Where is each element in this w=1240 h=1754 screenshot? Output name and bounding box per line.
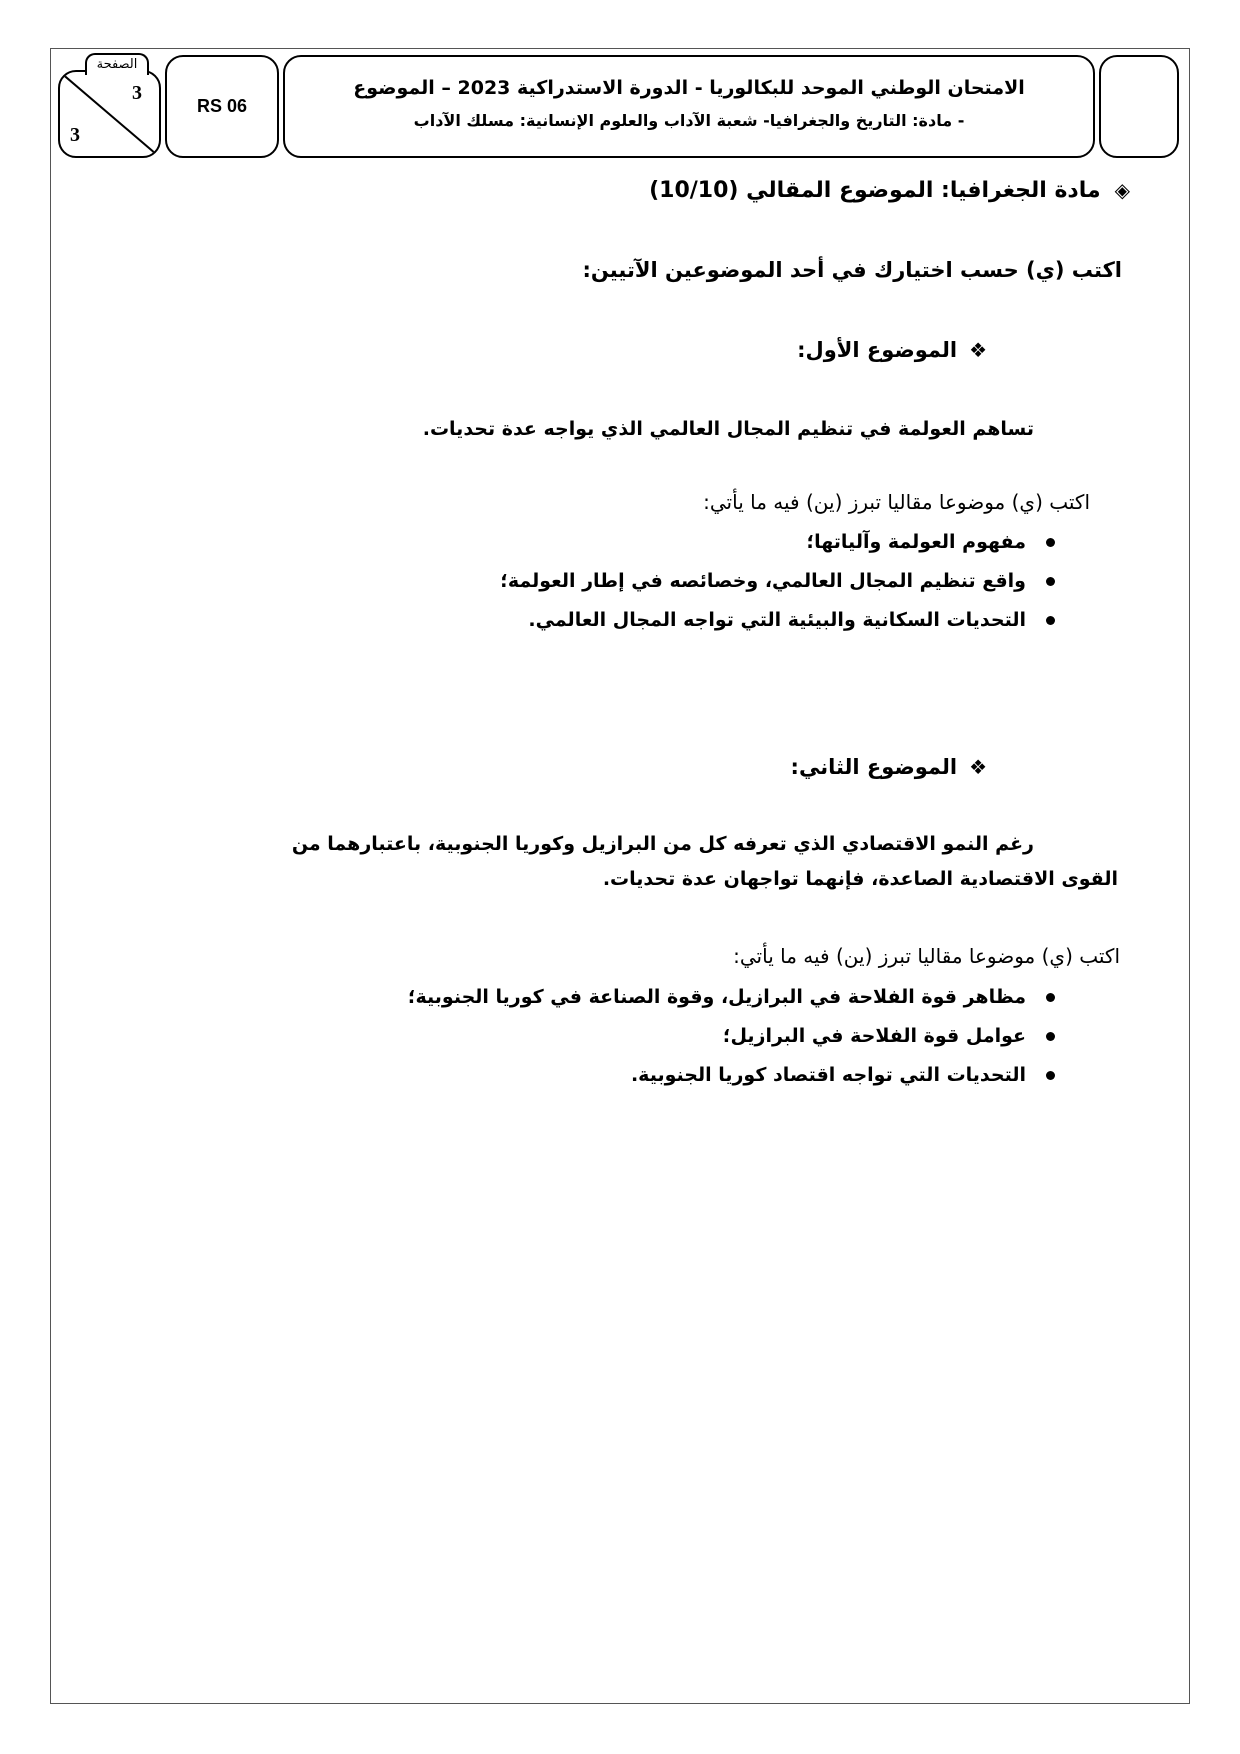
topic1-statement: تساهم العولمة في تنظيم المجال العالمي الذي يواجه عدة تحديات. xyxy=(422,418,1034,440)
instruction: اكتب (ي) حسب اختيارك في أحد الموضوعين الآتيين: xyxy=(582,258,1122,282)
section-heading xyxy=(649,178,1130,203)
page-label: الصفحة xyxy=(85,53,149,75)
topic1-title-text: الموضوع الأول: xyxy=(797,338,958,362)
page-current: 3 xyxy=(132,82,142,104)
topic2-points xyxy=(408,982,1055,1099)
topic1-task: اكتب (ي) موضوعا مقاليا تبرز (ين) فيه ما يأتي: xyxy=(703,490,1090,514)
header-blank-box xyxy=(1099,55,1179,158)
list-item: مفهوم العولمة وآلياتها؛ xyxy=(500,527,1055,566)
topic2-title xyxy=(791,755,987,779)
exam-code: RS 06 xyxy=(196,96,248,116)
section-heading-text: مادة الجغرافيا: الموضوع المقالي (10/10) xyxy=(649,178,1101,203)
list-item: التحديات التي تواجه اقتصاد كوريا الجنوبية. xyxy=(408,1060,1055,1099)
exam-title: الامتحان الوطني الموحد للبكالوريا - الدورة الاستدراكية 2023 – الموضوع xyxy=(353,77,1025,99)
bullet-dot-icon xyxy=(1046,577,1055,586)
diamond-bullet-icon: ◈ xyxy=(1114,178,1130,202)
topic1-title xyxy=(797,338,987,362)
topic1-points xyxy=(500,527,1055,644)
topic2-title-text: الموضوع الثاني: xyxy=(790,755,958,779)
bullet-dot-icon xyxy=(1046,1032,1055,1041)
topic2-task: اكتب (ي) موضوعا مقاليا تبرز (ين) فيه ما يأتي: xyxy=(733,944,1120,968)
topic2-statement-line2: القوى الاقتصادية الصاعدة، فإنهما تواجهان عدة تحديات. xyxy=(602,868,1118,890)
star-bullet-icon: ❖ xyxy=(969,755,987,779)
list-item: التحديات السكانية والبيئية التي تواجه المجال العالمي. xyxy=(500,605,1055,644)
bullet-dot-icon xyxy=(1046,538,1055,547)
header-title-box xyxy=(283,55,1095,158)
topic2-statement-line1: رغم النمو الاقتصادي الذي تعرفه كل من البرازيل وكوريا الجنوبية، باعتبارهما من xyxy=(291,833,1034,855)
bullet-dot-icon xyxy=(1046,616,1055,625)
exam-subtitle: - مادة: التاريخ والجغرافيا- شعبة الآداب والعلوم الإنسانية: مسلك الآداب xyxy=(413,111,965,130)
exam-code-box xyxy=(165,55,279,158)
star-bullet-icon: ❖ xyxy=(969,338,987,362)
page-number-box xyxy=(58,70,161,158)
list-item: مظاهر قوة الفلاحة في البرازيل، وقوة الصناعة في كوريا الجنوبية؛ xyxy=(408,982,1055,1021)
bullet-dot-icon xyxy=(1046,1071,1055,1080)
list-item: عوامل قوة الفلاحة في البرازيل؛ xyxy=(408,1021,1055,1060)
bullet-dot-icon xyxy=(1046,993,1055,1002)
list-item: واقع تنظيم المجال العالمي، وخصائصه في إطار العولمة؛ xyxy=(500,566,1055,605)
page-total: 3 xyxy=(70,124,80,146)
